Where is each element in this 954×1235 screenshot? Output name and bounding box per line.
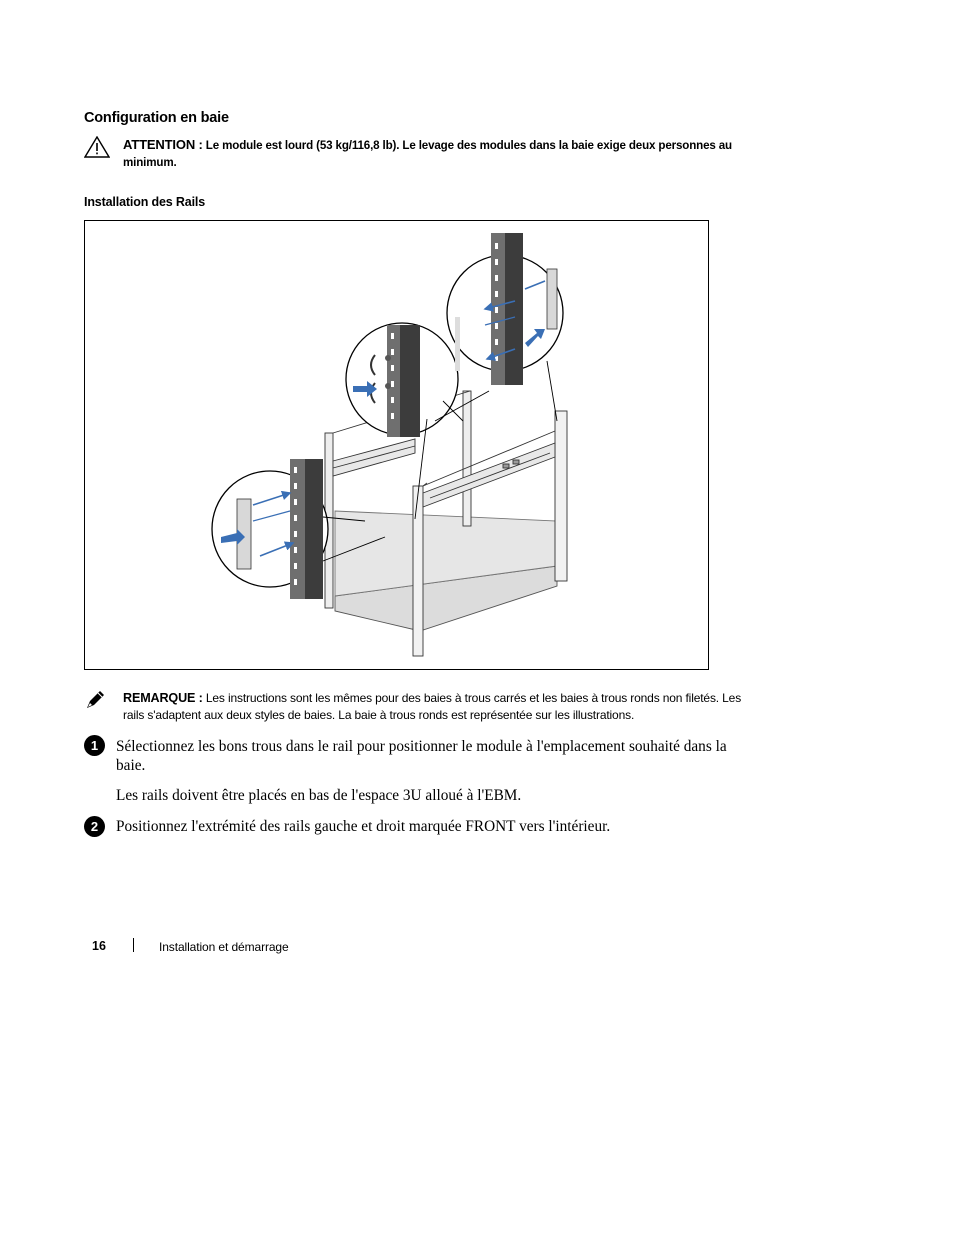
step-subtext: Les rails doivent être placés en bas de l'espace 3U alloué à l'EBM. [116, 787, 522, 804]
rack-frame [325, 391, 567, 656]
note-notice [123, 690, 763, 724]
figure-caption: Installation des Rails [84, 195, 206, 209]
footer-title: Installation et démarrage [159, 940, 289, 954]
footer-divider [133, 938, 134, 952]
caution-body: Le module est lourd (53 kg/116,8 lb). Le levage des modules dans la baie exige deux personnes au minimum. [123, 139, 732, 169]
rack-rail-installation-illustration [85, 221, 708, 669]
step-number-badge: 1 [84, 735, 105, 756]
note-label: REMARQUE : [123, 691, 203, 705]
step-text: Positionnez l'extrémité des rails gauche et droit marquée FRONT vers l'intérieur. [116, 818, 611, 835]
page-number: 16 [92, 939, 106, 953]
note-pencil-icon [84, 689, 106, 711]
caution-notice [123, 136, 763, 171]
note-body: Les instructions sont les mêmes pour des baies à trous carrés et les baies à trous ronds non filetés. Les rails s'adaptent aux deux styles de baies. La baie à trous ronds est représentée sur les illustrations. [123, 691, 742, 722]
figure-frame [84, 220, 709, 670]
caution-triangle-icon [84, 136, 110, 158]
section-title: Configuration en baie [84, 110, 229, 126]
step-text: Sélectionnez les bons trous dans le rail pour positionner le module à l'emplacement souhaité dans la baie. [116, 738, 727, 774]
step-number-badge: 2 [84, 816, 105, 837]
caution-label: ATTENTION : [123, 137, 203, 152]
